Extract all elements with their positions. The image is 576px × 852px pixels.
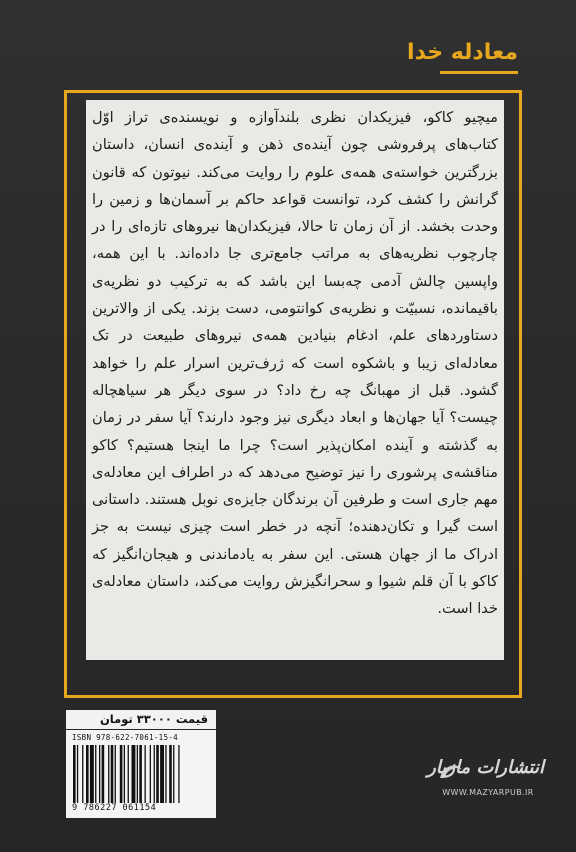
barcode-stripe: [128, 745, 129, 803]
barcode-block: [66, 730, 216, 818]
barcode-stripe: [124, 745, 125, 803]
blurb-paragraph: میچیو کاکو، فیزیکدان نظری بلندآوازه و نویسنده‌ی تراز اوّل کتاب‌های پرفروشی چون آینده‌ی ذهن و آینده‌ی انسان، داستان بزرگترین خواسته‌ی همه‌ی علوم را روایت می‌کند. نیوتون که قانون گرانش را کشف کرد، توانست قواعد حاکم بر آسمان‌ها و زمین را وحدت بخشد. از آن زمان تا حالا، فیزیکدان‌ها نیروهای تازه‌ای را در چارچوب نظریه‌های به مراتب جامع‌تری جا داده‌اند. با این همه، واپسین چالش آدمی چه‌بسا این باشد که به ترکیب دو نظریه‌ی باقیمانده، نسبیّت و نظریه‌ی کوانتومی، دست بزند. یکی از والاترین دستاوردهای علم، ادغام بنیادین همه‌ی نیروهای طبیعت در تک معادله‌ای زیبا و باشکوه است که ژرف‌ترین اسرار علم را خواهد گشود. قبل از مهبانگ چه رخ داد؟ در سوی دیگر هر سیاهچاله چیست؟ آیا جهان‌ها و ابعاد دیگری نیز وجود دارند؟ آیا سفر در زمان به گذشته و آینده امکان‌پذیر است؟ چرا ما اینجا هستیم؟ کاکو مناقشه‌ی پرشوری را نیز توضیح می‌دهد که در اطراف این معادله‌ی مهم جاری است و طرفین آن برندگان جایزه‌ی نوبل هستند. داستانی است گیرا و تکان‌دهنده؛ آنچه در خطر است چیزی نیست به جز ادراک ما از جهان هستی. این سفر به یادماندنی و هیجان‌انگیز که کاکو با آن قلم شیوا و سحرانگیزش روایت می‌کند، داستان معادله‌ی خدا است.: [92, 109, 498, 618]
publisher-url: WWW.MAZYARPUB.IR: [442, 788, 534, 797]
isbn-text: ISBN 978-622-7061-15-4: [72, 733, 178, 742]
barcode-stripe: [160, 745, 164, 803]
barcode-stripe: [111, 745, 114, 803]
barcode-stripe: [115, 745, 116, 803]
title-block: [407, 40, 576, 76]
barcode-stripe: [178, 745, 179, 803]
publisher-name: انتشارات مازیار: [427, 757, 544, 778]
book-title: معادله خدا: [407, 40, 518, 65]
barcode-stripe: [120, 745, 123, 803]
barcode-stripe: [137, 745, 138, 803]
barcode-digits: 9 786227 061154: [72, 803, 157, 813]
barcode-stripe: [132, 745, 136, 803]
publisher-logo: [427, 752, 544, 812]
barcode-stripe: [86, 745, 89, 803]
barcode-stripe: [73, 745, 76, 803]
barcode-stripe: [99, 745, 100, 803]
barcode-stripe: [139, 745, 142, 803]
price-label: قیمت ۳۳۰۰۰ تومان: [66, 710, 216, 729]
barcode-stripe: [102, 745, 105, 803]
barcode-stripe: [95, 745, 96, 803]
barcode-stripe: [150, 745, 151, 803]
barcode-stripe: [173, 745, 174, 803]
barcode-stripe: [90, 745, 94, 803]
barcode-stripe: [169, 745, 172, 803]
barcode-stripe: [154, 745, 155, 803]
barcode-stripe: [77, 745, 78, 803]
barcode-stripe: [156, 745, 159, 803]
barcode-stripe: [145, 745, 146, 803]
barcode-stripe: [108, 745, 109, 803]
barcode-stripe: [82, 745, 83, 803]
blurb-text-panel: [86, 100, 504, 660]
barcode-stripe: [165, 745, 166, 803]
barcode-icon: [72, 745, 210, 803]
title-underline: [440, 71, 518, 74]
